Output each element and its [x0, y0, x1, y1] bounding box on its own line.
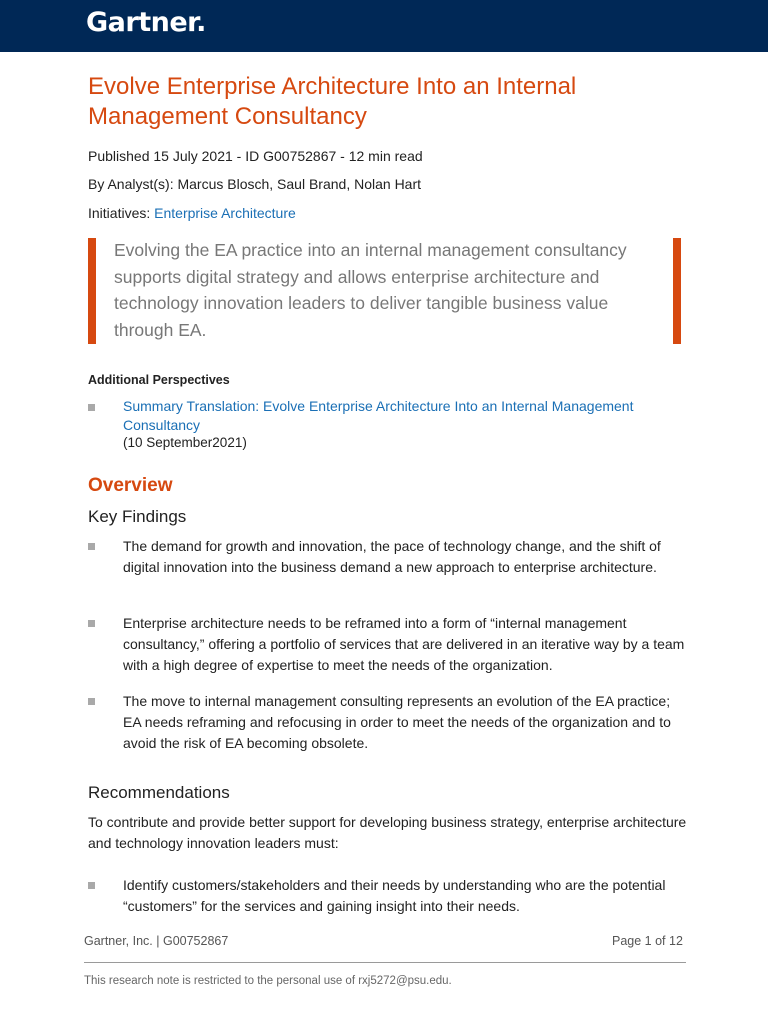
key-findings-heading: Key Findings	[88, 507, 187, 526]
additional-perspectives-heading: Additional Perspectives	[88, 373, 230, 387]
gartner-logo[interactable]	[86, 7, 206, 38]
logo-mark: .	[196, 7, 206, 38]
recommendation-item: Identify customers/stakeholders and their needs by understanding who are the potential “customers” for the services and gaining insight into their needs.	[123, 877, 666, 914]
initiatives-line	[88, 205, 296, 221]
summary-text: Evolving the EA practice into an internal management consultancy supports digital strategy and allows enterprise architecture and technology innovation leaders to deliver tangible business value through EA.	[114, 240, 627, 340]
bullet-icon	[88, 620, 95, 627]
bullet-icon	[88, 698, 95, 705]
key-finding-item: The demand for growth and innovation, the pace of technology change, and the shift of digital innovation into the business demand a new approach to enterprise architecture.	[123, 538, 661, 575]
summary-callout	[88, 238, 681, 344]
initiative-link-enterprise-architecture[interactable]: Enterprise Architecture	[154, 205, 296, 221]
callout-right-bar	[673, 238, 681, 344]
published-line: Published 15 July 2021 - ID G00752867 - 12 min read	[88, 148, 423, 164]
bullet-icon	[88, 882, 95, 889]
footer-page-number: Page 1 of 12	[612, 934, 683, 948]
footer-publisher: Gartner, Inc. | G00752867	[84, 934, 229, 948]
initiatives-label: Initiatives:	[88, 205, 155, 221]
key-finding-item: Enterprise architecture needs to be reframed into a form of “internal management consultancy,” offering a portfolio of services that are delivered in an iterative way by a team with a high degree of expertise to meet the needs of the organization.	[123, 615, 685, 673]
bullet-icon	[88, 404, 95, 411]
recommendations-heading: Recommendations	[88, 783, 230, 802]
overview-heading: Overview	[88, 475, 173, 496]
perspective-item	[123, 397, 683, 435]
perspective-link[interactable]: Summary Translation: Evolve Enterprise Architecture Into an Internal Management Consultancy	[123, 398, 634, 433]
top-banner	[0, 0, 768, 52]
footer-usage-note: This research note is restricted to the personal use of rxj5272@psu.edu.	[84, 975, 452, 987]
callout-left-bar	[88, 238, 96, 344]
document-title: Evolve Enterprise Architecture Into an Internal Management Consultancy	[88, 73, 577, 130]
logo-text: Gartner	[86, 7, 197, 38]
recommendations-intro: To contribute and provide better support for developing business strategy, enterprise architecture and technology innovation leaders must:	[88, 814, 687, 851]
bullet-icon	[88, 543, 95, 550]
footer-divider	[84, 962, 686, 963]
analysts-line: By Analyst(s): Marcus Blosch, Saul Brand, Nolan Hart	[88, 176, 422, 192]
key-finding-item: The move to internal management consulting represents an evolution of the EA practice; EA needs reframing and refocusing in order to meet the needs of the organization and to avoid the risk of EA becoming obsolete.	[123, 693, 671, 751]
perspective-date: (10 September2021)	[123, 435, 247, 450]
